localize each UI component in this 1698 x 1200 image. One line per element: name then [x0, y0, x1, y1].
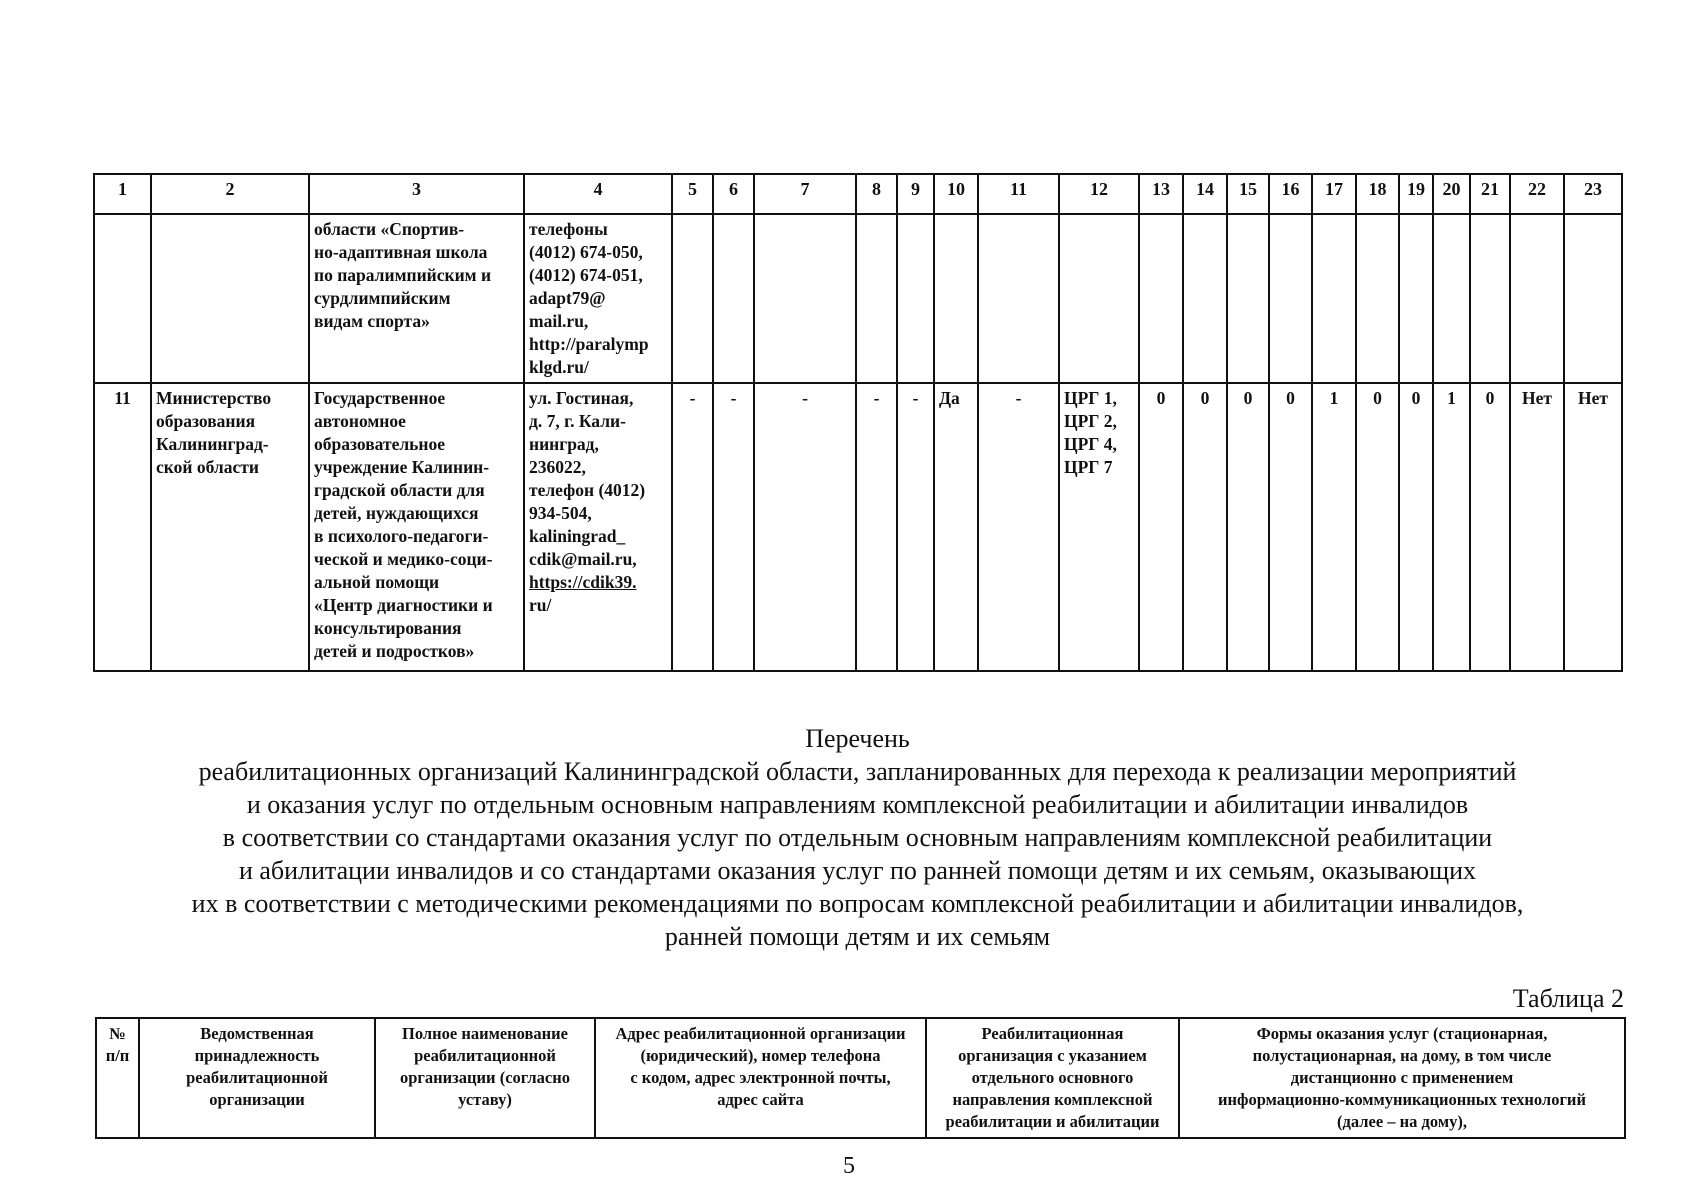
table-cell: Нет [1510, 383, 1564, 671]
cell-line: ru/ [529, 595, 552, 615]
cell-line: Государственное [314, 388, 446, 408]
table-cell [151, 383, 309, 671]
cell-line: д. 7, г. Кали- [529, 411, 626, 431]
cell-line: ЦРГ 7 [1064, 457, 1113, 477]
cell-line: п/п [105, 1046, 130, 1065]
cell-line: детей, нуждающихся [314, 503, 479, 523]
cell-line: образования [156, 411, 256, 431]
cell-line: ЦРГ 1, [1064, 388, 1117, 408]
table-cell [754, 214, 856, 383]
cell-line: отдельного основного [971, 1068, 1134, 1087]
column-number: 15 [1227, 174, 1269, 214]
table-cell: - [713, 383, 754, 671]
table-cell [524, 383, 672, 671]
column-number: 16 [1269, 174, 1312, 214]
cell-line: телефоны [529, 219, 608, 239]
table-cell [1059, 383, 1139, 671]
table2-header [95, 1017, 1626, 1139]
table-cell [897, 214, 934, 383]
table-cell: 1 [1312, 383, 1356, 671]
cell-line: информационно-коммуникационных технологий [1218, 1090, 1586, 1109]
table-cell [1356, 214, 1399, 383]
table-cell [309, 383, 524, 671]
table2-header-cell [96, 1018, 139, 1138]
table2-header-cell [1179, 1018, 1625, 1138]
cell-line: cdik@mail.ru, [529, 549, 637, 569]
cell-line: (далее – на дому), [1337, 1112, 1467, 1131]
column-number: 21 [1470, 174, 1510, 214]
column-number: 8 [856, 174, 897, 214]
table-cell [1399, 214, 1433, 383]
cell-line: области «Спортив- [314, 219, 465, 239]
title-line: в соответствии со стандартами оказания услуг по отдельным основным направлениям комплексной реабилитации [222, 823, 1493, 852]
cell-line: https://cdik39. [529, 572, 637, 592]
cell-line: реабилитационной [186, 1068, 328, 1087]
cell-line: нинград, [529, 434, 599, 454]
page-number: 5 [843, 1153, 855, 1179]
cell-line: kaliningrad_ [529, 526, 626, 546]
column-number: 2 [151, 174, 309, 214]
table-cell [1564, 214, 1622, 383]
table-cell [309, 214, 524, 383]
column-number: 23 [1564, 174, 1622, 214]
column-number: 11 [978, 174, 1059, 214]
cell-line: «Центр диагностики и [314, 595, 493, 615]
title-line: ранней помощи детям и их семьям [664, 922, 1051, 951]
cell-line: (юридический), номер телефона [640, 1046, 881, 1065]
cell-line: Адрес реабилитационной организации [615, 1024, 906, 1043]
column-number: 17 [1312, 174, 1356, 214]
cell-line: реабилитации и абилитации [945, 1112, 1160, 1131]
title-heading: Перечень [805, 724, 910, 753]
cell-line: Министерство [156, 388, 272, 408]
table-cell: 0 [1356, 383, 1399, 671]
cell-line: mail.ru, [529, 311, 589, 331]
cell-line: Реабилитационная [981, 1024, 1124, 1043]
cell-line: adapt79@ [529, 288, 606, 308]
cell-line: организации [209, 1090, 305, 1109]
column-number: 19 [1399, 174, 1433, 214]
cell-line: ческой и медико-соци- [314, 549, 493, 569]
cell-line: ЦРГ 4, [1064, 434, 1117, 454]
column-number: 13 [1139, 174, 1183, 214]
cell-line: в психолого-педагоги- [314, 526, 489, 546]
table2-header-cell [595, 1018, 926, 1138]
cell-line: ЦРГ 2, [1064, 411, 1117, 431]
table-cell [978, 214, 1059, 383]
table-cell [1183, 214, 1227, 383]
column-number: 5 [672, 174, 713, 214]
table-cell [672, 214, 713, 383]
table-cell: - [978, 383, 1059, 671]
title-line: и оказания услуг по отдельным основным направлениям комплексной реабилитации и абилитации инвалидов [246, 790, 1469, 819]
table-cell [713, 214, 754, 383]
cell-line: градской области для [314, 480, 485, 500]
cell-line: организации (согласно [399, 1068, 571, 1087]
title-line: реабилитационных организаций Калининградской области, запланированных для перехода к реализации мероприятий [198, 757, 1517, 786]
cell-line: (4012) 674-050, [529, 242, 643, 262]
table-cell: 0 [1399, 383, 1433, 671]
title-line: и абилитации инвалидов и со стандартами оказания услуг по ранней помощи детям и их семьям, оказывающих [238, 856, 1477, 885]
cell-line: Калининград- [156, 434, 269, 454]
cell-line: образовательное [314, 434, 446, 454]
cell-line: klgd.ru/ [529, 357, 589, 377]
cell-line: Полное наименование [402, 1024, 568, 1043]
column-number: 20 [1433, 174, 1470, 214]
table-cell [94, 214, 151, 383]
cell-line: уставу) [458, 1090, 512, 1109]
cell-line: Ведомственная [200, 1024, 314, 1043]
cell-line: дистанционно с применением [1290, 1068, 1514, 1087]
cell-line: направления комплексной [952, 1090, 1153, 1109]
table2-header-cell [375, 1018, 595, 1138]
document-title [93, 722, 1622, 953]
cell-line: 934-504, [529, 503, 592, 523]
table-label: Таблица 2 [1512, 984, 1624, 1013]
cell-line: адрес сайта [717, 1090, 804, 1109]
cell-line: автономное [314, 411, 406, 431]
continuation-table [93, 173, 1623, 672]
table-cell: 0 [1269, 383, 1312, 671]
column-number: 3 [309, 174, 524, 214]
column-number: 9 [897, 174, 934, 214]
table2-header-row [96, 1018, 1625, 1138]
column-number: 12 [1059, 174, 1139, 214]
cell-line: 236022, [529, 457, 586, 477]
table-cell [1059, 214, 1139, 383]
table2-header-cell [139, 1018, 375, 1138]
cell-line: видам спорта» [314, 311, 430, 331]
cell-line: с кодом, адрес электронной почты, [630, 1068, 891, 1087]
table-row [94, 214, 1622, 383]
table-cell: - [897, 383, 934, 671]
table-cell: Да [934, 383, 978, 671]
table-cell: 0 [1183, 383, 1227, 671]
table-cell [1470, 214, 1510, 383]
cell-line: по паралимпийским и [314, 265, 492, 285]
title-line: их в соответствии с методическими рекомендациями по вопросам комплексной реабилитации и абилитации инвалидов, [191, 889, 1524, 918]
table-cell: 0 [1139, 383, 1183, 671]
column-number: 7 [754, 174, 856, 214]
table-cell [1269, 214, 1312, 383]
table-cell: 1 [1433, 383, 1470, 671]
cell-line: № [109, 1024, 126, 1043]
column-number-row [94, 174, 1622, 214]
cell-line: ской области [156, 457, 259, 477]
column-number: 1 [94, 174, 151, 214]
table-cell [934, 214, 978, 383]
table-cell: 0 [1227, 383, 1269, 671]
cell-line: реабилитационной [414, 1046, 556, 1065]
cell-line: но-адаптивная школа [314, 242, 488, 262]
table-cell: Нет [1564, 383, 1622, 671]
cell-line: консультирования [314, 618, 462, 638]
table-cell [1139, 214, 1183, 383]
column-number: 22 [1510, 174, 1564, 214]
cell-line: учреждение Калинин- [314, 457, 490, 477]
table-cell [1312, 214, 1356, 383]
column-number: 4 [524, 174, 672, 214]
table-cell [1433, 214, 1470, 383]
cell-line: принадлежность [194, 1046, 320, 1065]
column-number: 6 [713, 174, 754, 214]
table2-header-cell [926, 1018, 1179, 1138]
table-cell: 0 [1470, 383, 1510, 671]
cell-line: организация с указанием [958, 1046, 1147, 1065]
cell-line: полустационарная, на дому, в том числе [1252, 1046, 1552, 1065]
cell-line: сурдлимпийским [314, 288, 451, 308]
table-cell [856, 214, 897, 383]
table-cell [151, 214, 309, 383]
cell-line: Формы оказания услуг (стационарная, [1256, 1024, 1548, 1043]
cell-line: ул. Гостиная, [529, 388, 634, 408]
table-cell: - [856, 383, 897, 671]
cell-line: детей и подростков» [314, 641, 475, 661]
column-number: 10 [934, 174, 978, 214]
cell-line: (4012) 674-051, [529, 265, 643, 285]
cell-line: телефон (4012) [529, 480, 646, 500]
column-number: 18 [1356, 174, 1399, 214]
table-cell [1227, 214, 1269, 383]
table-row [94, 383, 1622, 671]
cell-line: http://paralymp [529, 334, 649, 354]
column-number: 14 [1183, 174, 1227, 214]
table-cell: - [672, 383, 713, 671]
table-cell: - [754, 383, 856, 671]
table-cell: 11 [94, 383, 151, 671]
table-cell [1510, 214, 1564, 383]
table-cell [524, 214, 672, 383]
cell-line: альной помощи [314, 572, 440, 592]
